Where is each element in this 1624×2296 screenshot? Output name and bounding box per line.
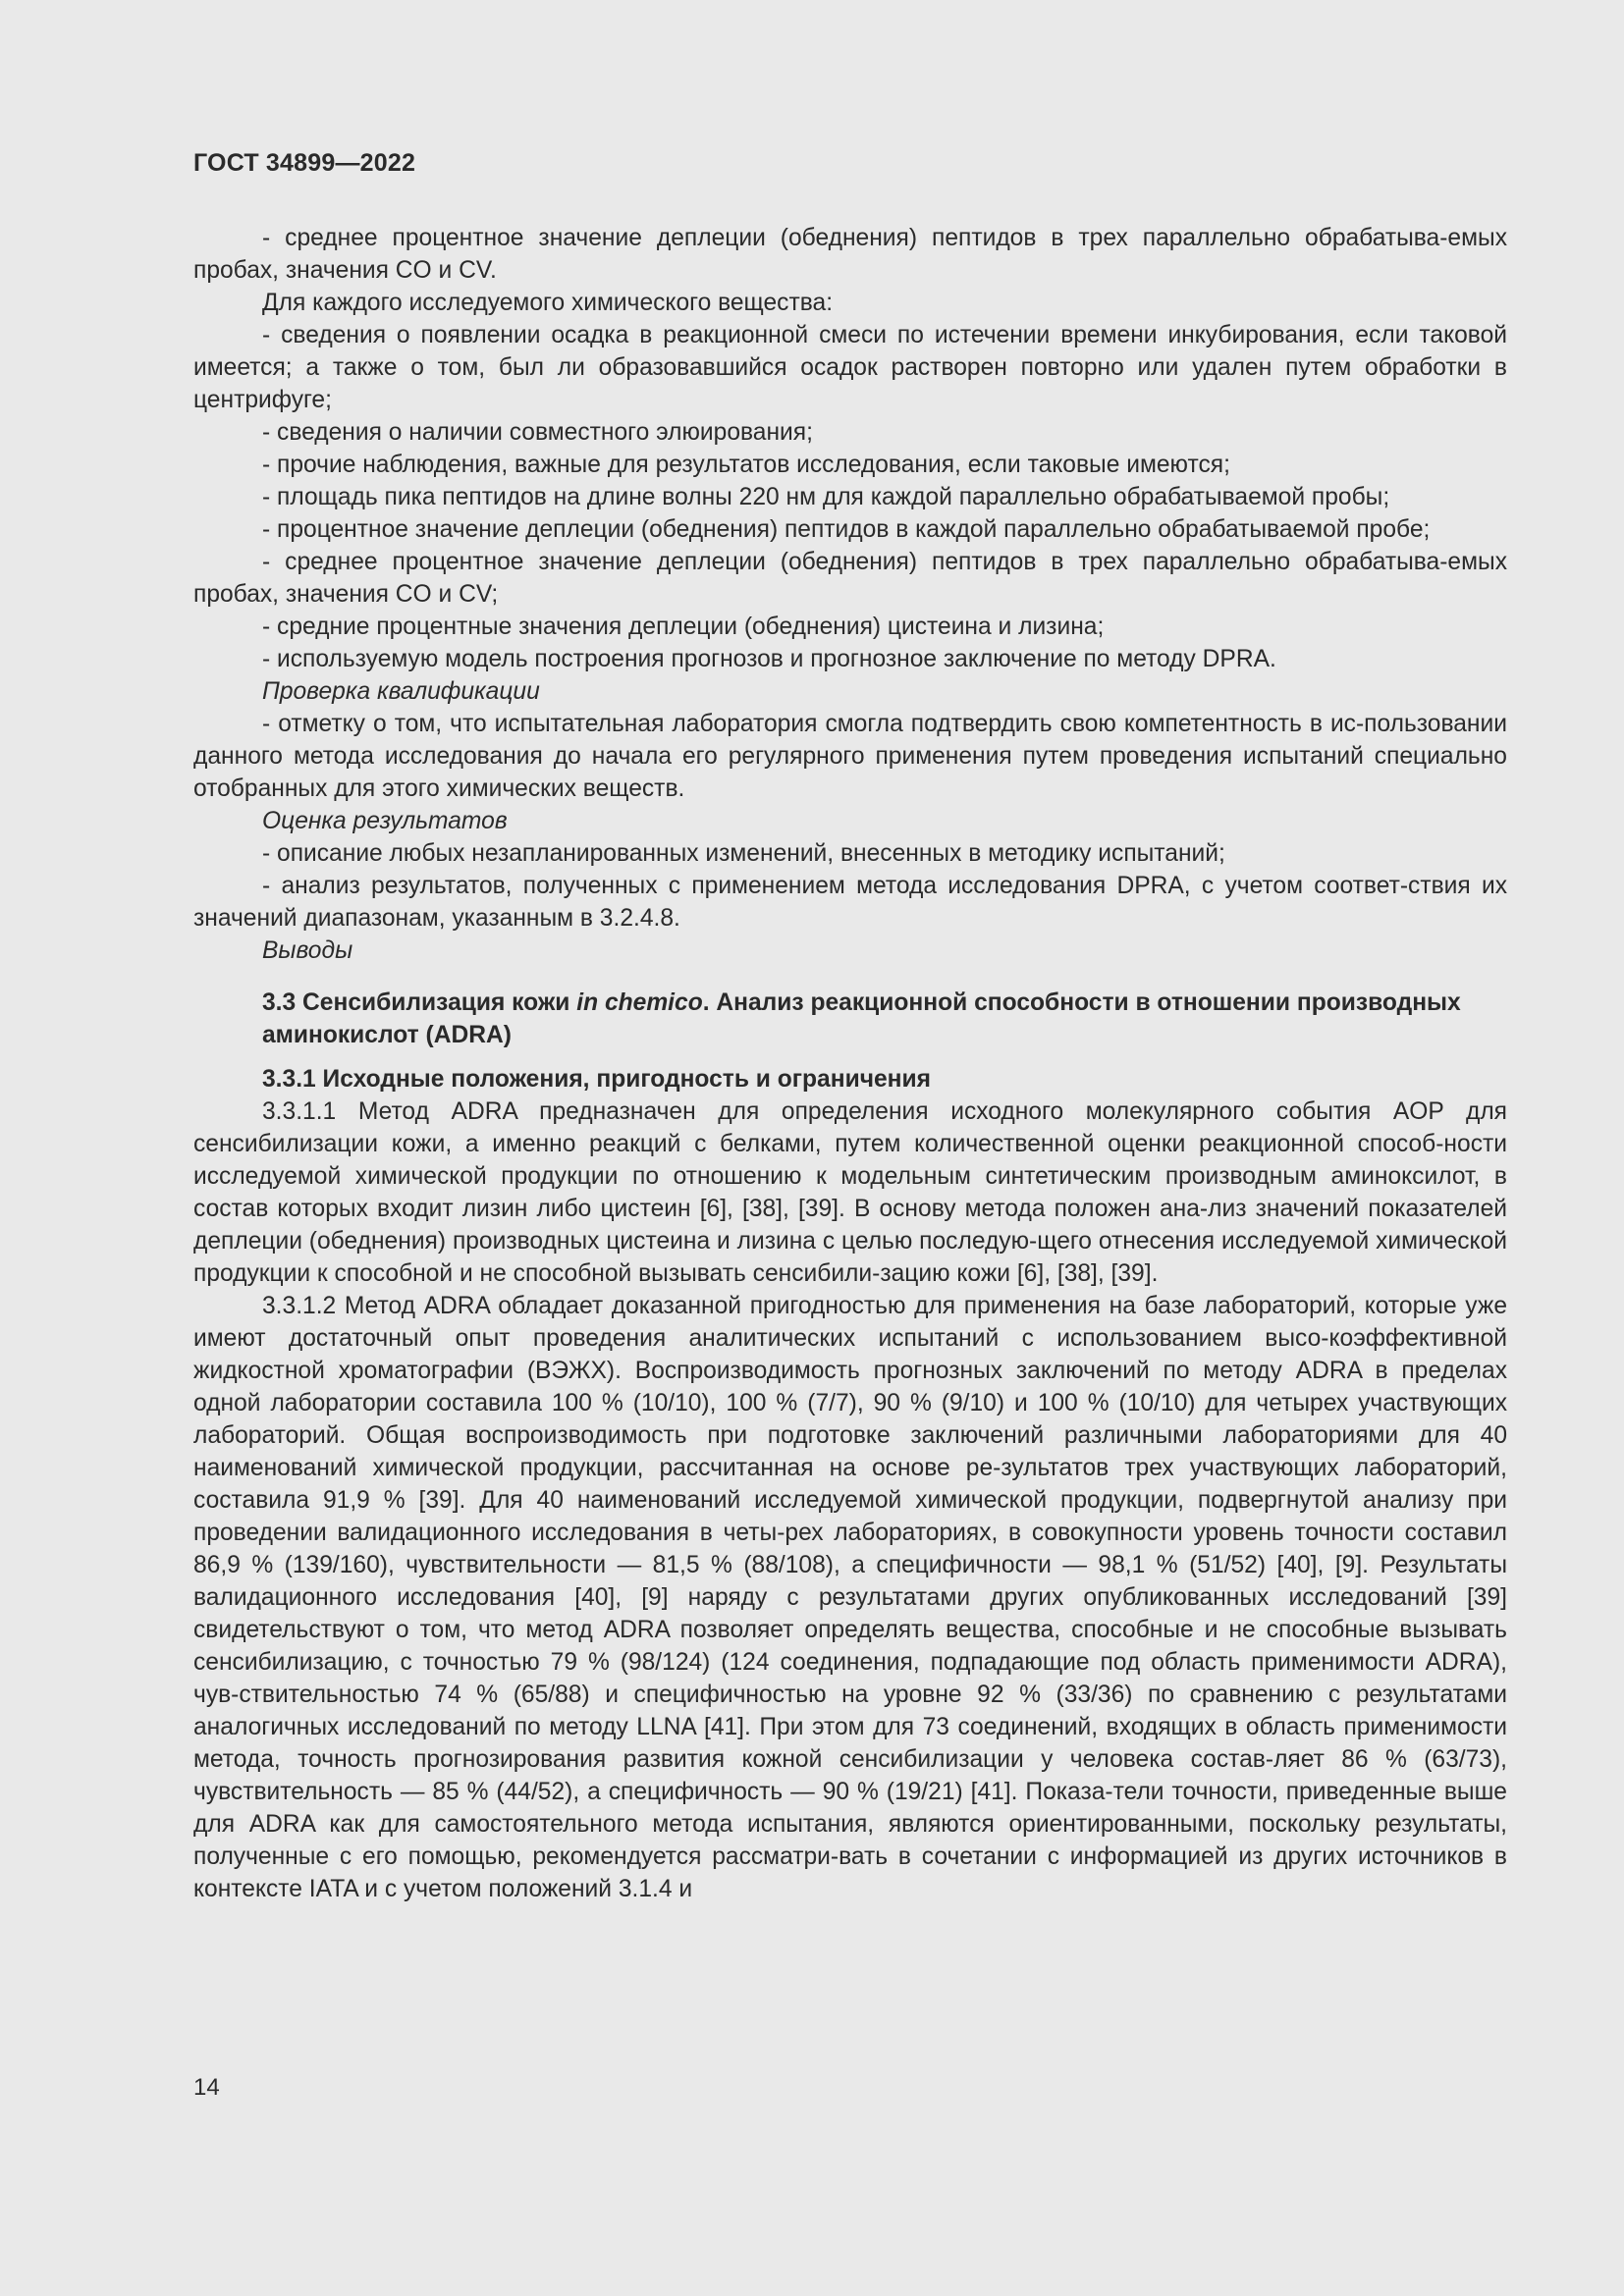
paragraph: - площадь пика пептидов на длине волны 220 нм для каждой параллельно обрабатываемой пробы; (262, 484, 1390, 510)
paragraph: - процентное значение деплеции (обеднения) пептидов в каждой параллельно обрабатываемой пробе; (262, 516, 1431, 543)
paragraph: Для каждого исследуемого химического вещества: (262, 290, 834, 316)
paragraph-3-3-1-2: 3.3.1.2 Метод ADRA обладает доказанной пригодностью для применения на базе лабораторий, которые уже имеют достаточный опыт проведения аналитических испытаний с использованием высо-коэффективной жидкостной хроматографии (ВЭЖХ). Воспроизводимость прогнозных заключений по методу ADRA в пределах одной лаборатории составила 100 % (10/10), 100 % (7/7), 90 % (9/10) и 100 % (10/10) для четырех участвующих лабораторий. Общая воспроизводимость при подготовке заключений различными лабораториями для 40 наименований химической продукции, рассчитанная на основе ре-зультатов трех участвующих лабораторий, составила 91,9 % [39]. Для 40 наименований исследуемой химической продукции, подвергнутой анализу при проведении валидационного исследования в четы-рех лабораториях, в совокупности уровень точности составил 86,9 % (139/160), чувствительности — 81,5 % (88/108), а специфичности — 98,1 % (51/52) [40], [9]. Результаты валидационного исследования [40], [9] наряду с результатами других опубликованных исследований [39] свидетельствуют о том, что метод ADRA позволяет определять вещества, способные и не способные вызывать сенсибилизацию, с точностью 79 % (98/124) (124 соединения, подпадающие под область применимости ADRA), чув-ствительностью 74 % (65/88) и специфичностью на уровне 92 % (33/36) по сравнению с результатами аналогичных исследований по методу LLNA [41]. При этом для 73 соединений, входящих в область применимости метода, точность прогнозирования развития кожной сенсибилизации у человека состав-ляет 86 % (63/73), чувствительность — 85 % (44/52), а специфичность — 90 % (19/21) [41]. Показа-тели точности, приведенные выше для ADRA как для самостоятельного метода испытания, являются ориентированными, поскольку результаты, полученные с его помощью, рекомендуется рассматри-вать в сочетании с информацией из других источников в контексте IATA и с учетом положений 3.1.4 и (193, 1293, 1507, 1902)
section-heading-3-3 (193, 987, 1507, 1051)
paragraph: - отметку о том, что испытательная лаборатория смогла подтвердить свою компетентность в ис-пользовании данного метода исследования до начала его регулярного применения путем проведения испытаний специально отобранных для этого химических веществ. (193, 711, 1507, 802)
paragraph: - анализ результатов, полученных с применением метода исследования DPRA, с учетом соответ-ствия их значений диапазонам, указанным в 3.2.4.8. (193, 873, 1507, 932)
paragraph: - средние процентные значения деплеции (обеднения) цистеина и лизина; (262, 614, 1105, 640)
paragraph: - среднее процентное значение деплеции (обеднения) пептидов в трех параллельно обрабатыва-емых пробах, значения CO и CV; (193, 549, 1507, 608)
section-title-italic: in chemico (576, 989, 703, 1016)
paragraph: - сведения о наличии совместного элюирования; (262, 419, 813, 446)
subheading-evaluation: Оценка результатов (262, 808, 508, 834)
paragraph: - используемую модель построения прогнозов и прогнозное заключение по методу DPRA. (262, 646, 1276, 672)
document-header: ГОСТ 34899—2022 (193, 149, 416, 177)
page-number: 14 (193, 2074, 220, 2101)
document-body (193, 222, 1507, 1905)
paragraph: - прочие наблюдения, важные для результатов исследования, если таковые имеются; (262, 452, 1230, 478)
paragraph: - описание любых незапланированных изменений, внесенных в методику испытаний; (262, 840, 1225, 867)
subheading-qualification: Проверка квалификации (262, 678, 540, 705)
paragraph-3-3-1-1: 3.3.1.1 Метод ADRA предназначен для определения исходного молекулярного события AOP для сенсибилизации кожи, а именно реакций с белками, путем количественной оценки реакционной способ-ности исследуемой химической продукции по отношению к модельным синтетическим производным аминоксилот, в состав которых входит лизин либо цистеин [6], [38], [39]. В основу метода положен ана-лиз значений показателей деплеции (обеднения) производных цистеина и лизина с целью последую-щего отнесения исследуемой химической продукции к способной и не способной вызывать сенсибили-зацию кожи [6], [38], [39]. (193, 1098, 1507, 1287)
subheading-conclusions: Выводы (262, 937, 353, 964)
section-heading-3-3-1: 3.3.1 Исходные положения, пригодность и ограничения (262, 1066, 931, 1093)
paragraph: - сведения о появлении осадка в реакционной смеси по истечении времени инкубирования, если таковой имеется; а также о том, был ли образовавшийся осадок растворен повторно или удален путем обработки в центрифуге; (193, 322, 1507, 413)
section-title-part2: . Анализ реакционной способности в отношении производных аминокислот (ADRA) (262, 989, 1461, 1048)
paragraph: - среднее процентное значение деплеции (обеднения) пептидов в трех параллельно обрабатыва-емых пробах, значения CO и CV. (193, 225, 1507, 284)
section-title-part1: 3.3 Сенсибилизация кожи (262, 989, 577, 1016)
